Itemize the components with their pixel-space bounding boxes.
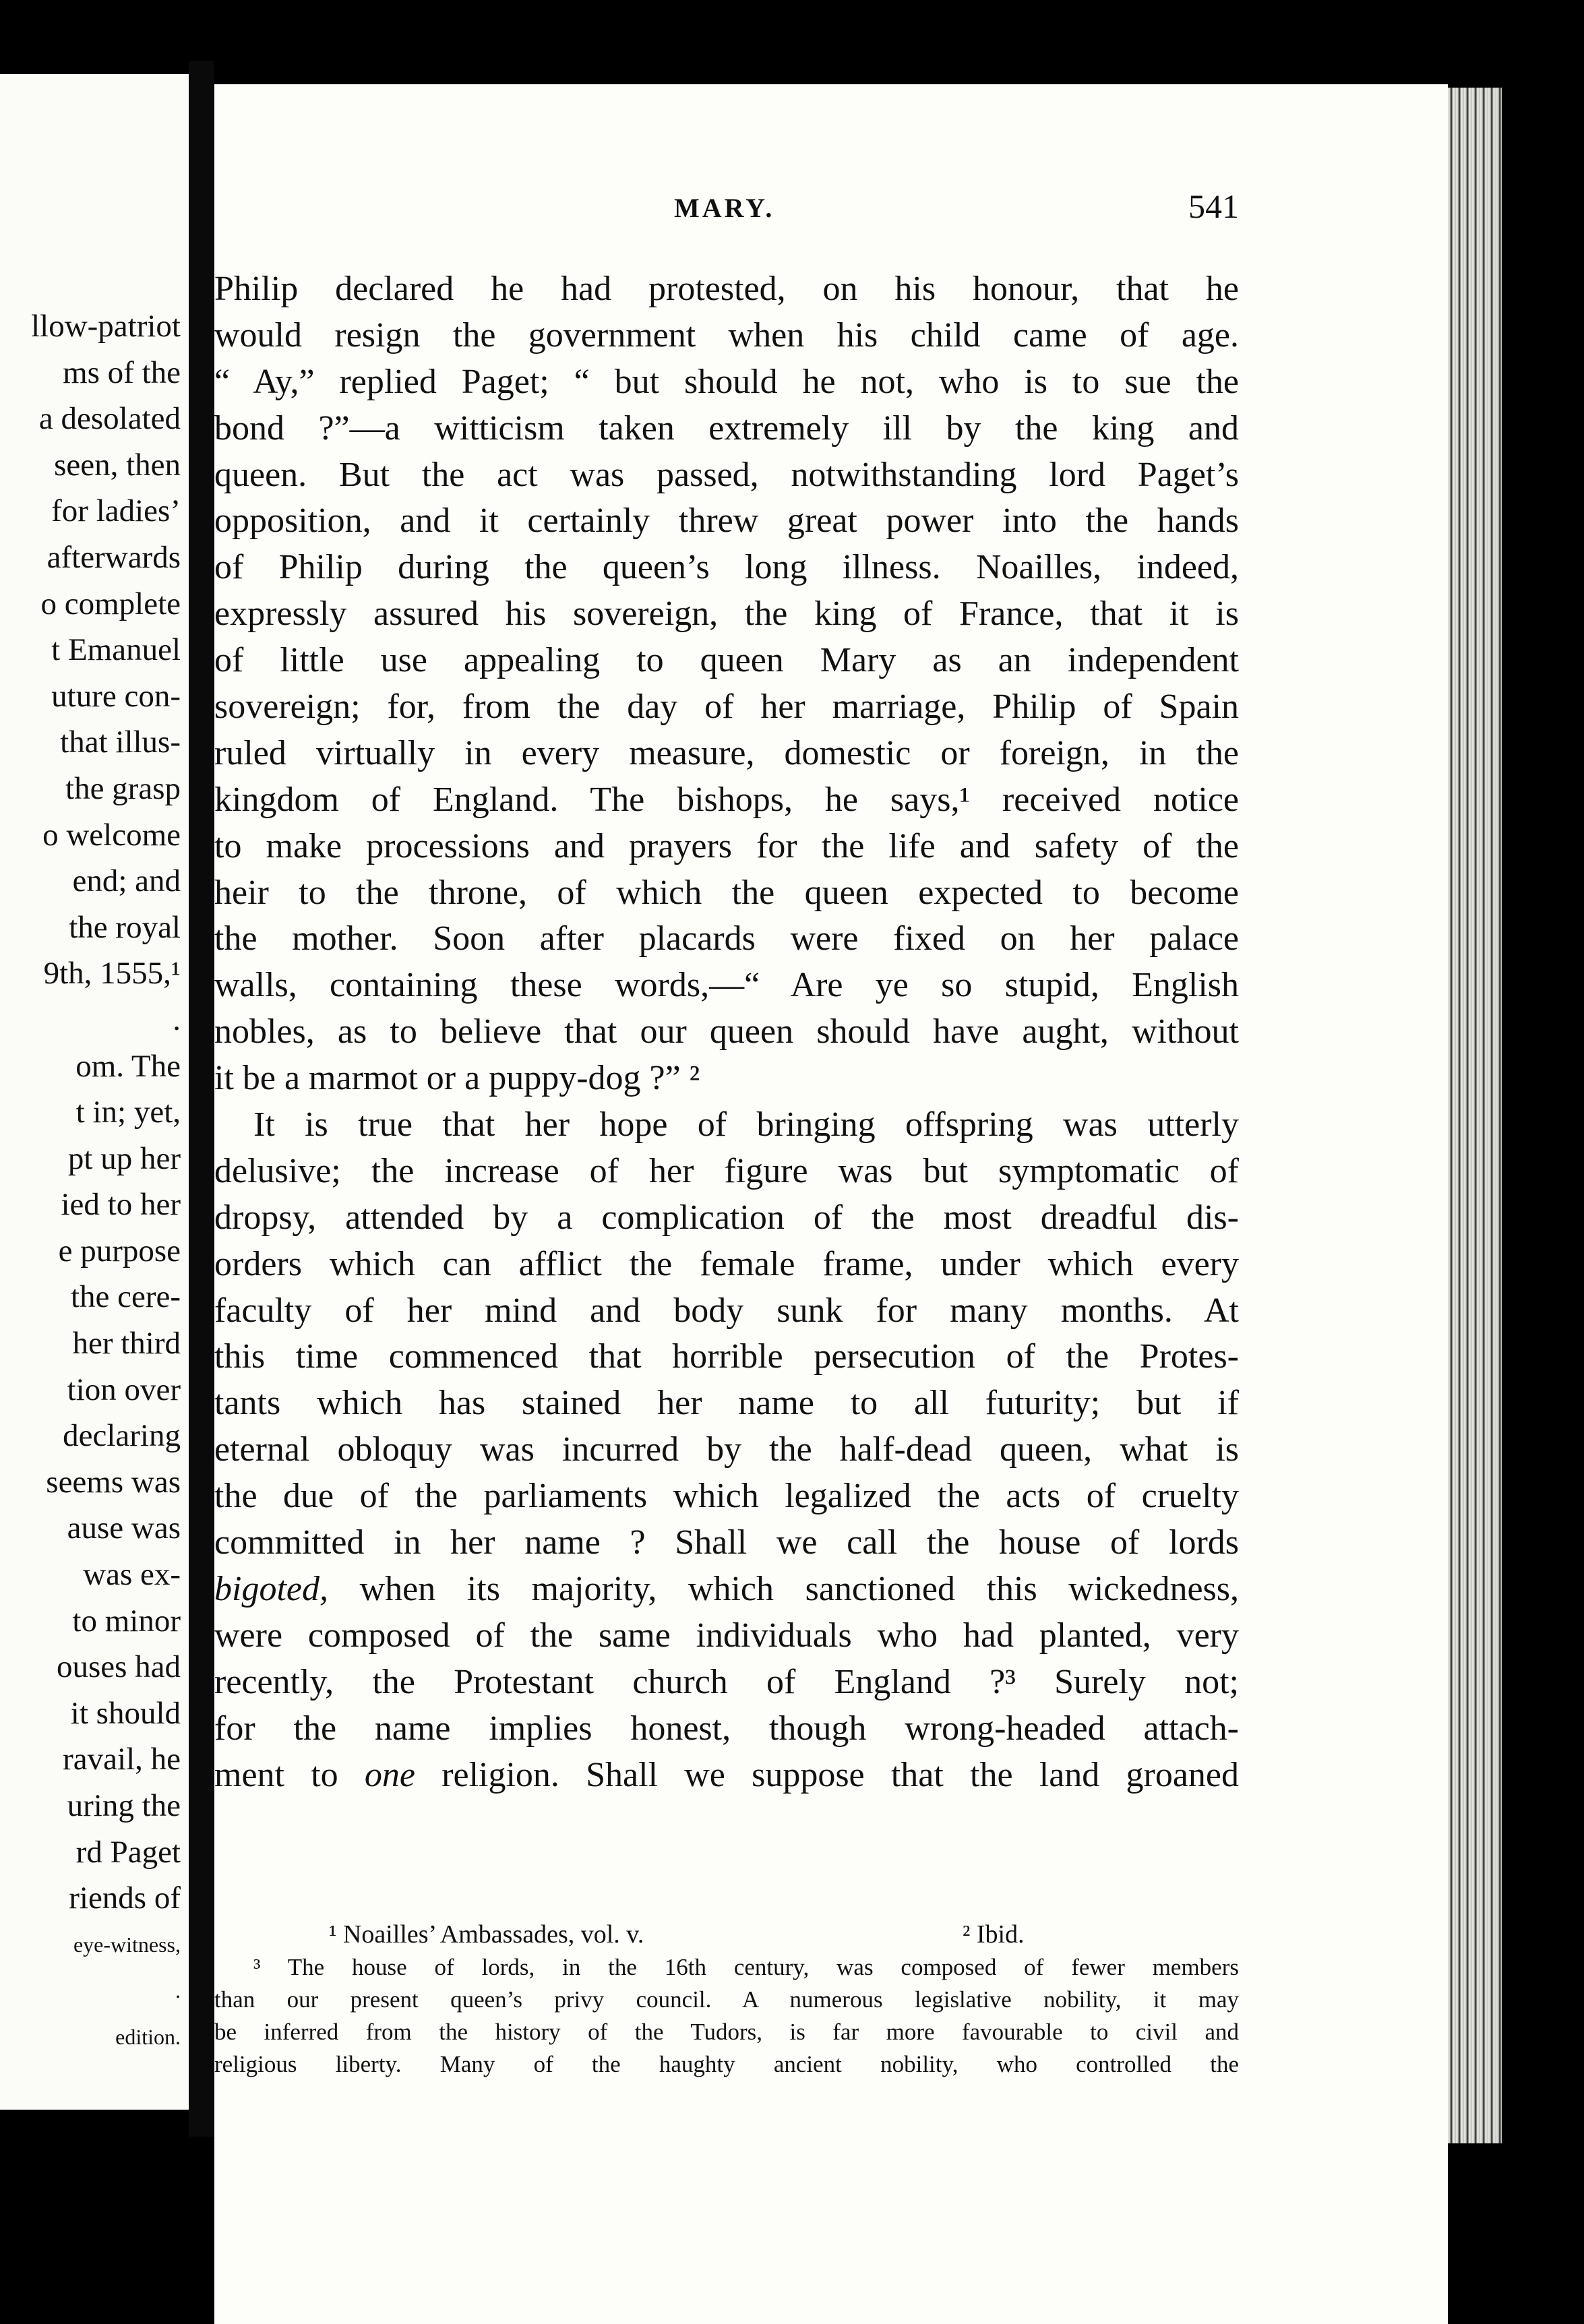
body-line: orders which can afflict the female frame, under which every: [214, 1244, 1239, 1283]
left-page-line: eye-witness,: [73, 1932, 181, 1957]
left-page-line: uture con-: [51, 678, 181, 714]
left-page-line: her third: [72, 1326, 181, 1362]
left-page-line: t in; yet,: [75, 1095, 181, 1130]
left-page-line: riends of: [69, 1880, 181, 1916]
left-page-line: end; and: [72, 863, 181, 899]
body-line: recently, the Protestant church of England ?³ Surely not;: [214, 1662, 1239, 1701]
footnote-row: [214, 1918, 1239, 1951]
body-line: delusive; the increase of her figure was but symptomatic of: [214, 1151, 1239, 1190]
body-line: would resign the government when his child came of age.: [214, 315, 1239, 355]
left-page-line: tion over: [67, 1372, 181, 1407]
body-line: tants which has stained her name to all futurity; but if: [214, 1384, 1239, 1423]
left-facing-page: [0, 74, 190, 2110]
footnote-line: ³ The house of lords, in the 16th century, was composed of fewer members: [253, 1954, 1239, 1980]
body-line-segment: religion. Shall we suppose that the land groaned: [415, 1755, 1240, 1794]
italic-word: one: [364, 1755, 415, 1794]
book-gutter: [189, 61, 214, 2137]
left-page-line: that illus-: [60, 725, 181, 760]
left-page-line: the grasp: [65, 770, 181, 806]
body-line-segment: ment to: [214, 1755, 365, 1794]
page-header: [214, 187, 1239, 233]
body-line: the mother. Soon after placards were fixed on her palace: [214, 919, 1239, 958]
body-line: kingdom of England. The bishops, he says,¹ received notice: [214, 780, 1239, 819]
footnotes: [214, 1918, 1239, 2081]
body-line: eternal obloquy was incurred by the half-dead queen, what is: [214, 1430, 1239, 1469]
left-page-line: om. The: [75, 1048, 181, 1084]
body-line: faculty of her mind and body sunk for many months. At: [214, 1291, 1239, 1330]
left-page-line: 9th, 1555,¹: [43, 956, 181, 991]
left-page-line: seems was: [46, 1464, 181, 1500]
left-page-line: .: [175, 1978, 181, 2003]
left-page-line: ouses had: [56, 1649, 181, 1685]
left-page-line: llow-patriot: [31, 309, 181, 344]
body-line: dropsy, attended by a complication of the most dreadful dis-: [214, 1198, 1239, 1237]
left-page-line: o complete: [40, 586, 181, 621]
italic-word: bigoted,: [214, 1569, 328, 1608]
left-page-line: uring the: [67, 1788, 181, 1823]
body-line-segment: when its majority, which sanctioned this wickedness,: [328, 1569, 1239, 1608]
left-page-line: afterwards: [47, 539, 181, 575]
left-page-line: to minor: [72, 1603, 181, 1639]
body-line: [214, 1752, 1239, 1799]
left-page-line: the cere-: [70, 1279, 181, 1315]
footnote-line: be inferred from the history of the Tudors, is far more favourable to civil and: [214, 2019, 1239, 2045]
body-line: walls, containing these words,—“ Are ye so stupid, English: [214, 966, 1239, 1005]
body-line: of Philip during the queen’s long illness. Noailles, indeed,: [214, 548, 1239, 587]
body-line: committed in her name ? Shall we call the house of lords: [214, 1523, 1239, 1562]
body-line: this time commenced that horrible persecution of the Protes-: [214, 1337, 1239, 1376]
body-line: “ Ay,” replied Paget; “ but should he not, who is to sue the: [214, 362, 1239, 401]
left-page-line: rd Paget: [75, 1834, 181, 1870]
left-page-line: declaring: [63, 1418, 181, 1454]
left-page-line: .: [173, 1002, 181, 1037]
body-line: ruled virtually in every measure, domestic or foreign, in the: [214, 733, 1239, 772]
left-page-line: was ex-: [83, 1557, 181, 1593]
running-title: MARY.: [674, 193, 775, 223]
body-line: [214, 1566, 1239, 1613]
body-line: to make processions and prayers for the life and safety of the: [214, 826, 1239, 865]
body-line: Philip declared he had protested, on his honour, that he: [214, 270, 1239, 308]
footnote-3: [214, 1951, 1239, 2081]
book-page: [214, 84, 1448, 2324]
left-page-line: e purpose: [58, 1233, 181, 1268]
body-line: expressly assured his sovereign, the king of France, that it is: [214, 594, 1239, 634]
body-line: nobles, as to believe that our queen should have aught, without: [214, 1012, 1239, 1051]
left-page-line: for ladies’: [51, 493, 181, 529]
left-page-line: the royal: [69, 909, 181, 945]
left-page-line: ied to her: [61, 1187, 181, 1223]
footnote-1: ¹ Noailles’ Ambassades, vol. v.: [329, 1920, 644, 1949]
body-line: bond ?”—a witticism taken extremely ill by the king and: [214, 408, 1239, 448]
page-number: 541: [1188, 187, 1239, 225]
body-line: queen. But the act was passed, notwithstanding lord Paget’s: [214, 455, 1239, 494]
body-line: the due of the parliaments which legalized the acts of cruelty: [214, 1477, 1239, 1516]
body-line: for the name implies honest, though wrong-headed attach-: [214, 1709, 1239, 1748]
body-line: of little use appealing to queen Mary as an independent: [214, 641, 1239, 680]
body-line: heir to the throne, of which the queen expected to become: [214, 873, 1239, 912]
left-page-line: o welcome: [42, 817, 181, 853]
footnote-line: religious liberty. Many of the haughty ancient nobility, who controlled the: [214, 2051, 1239, 2077]
left-page-line: pt up her: [67, 1140, 181, 1176]
left-page-line: a desolated: [38, 401, 181, 437]
left-page-line: ms of the: [63, 355, 181, 390]
left-page-line: ause was: [67, 1510, 181, 1546]
footnote-2: ² Ibid.: [963, 1920, 1025, 1949]
left-page-line: ravail, he: [63, 1742, 181, 1777]
left-page-text: [31, 303, 181, 2060]
body-line: opposition, and it certainly threw great power into the hands: [214, 501, 1239, 541]
footnote-line: than our present queen’s privy council. A numerous legislative nobility, it may: [214, 1986, 1239, 2013]
body-line: were composed of the same individuals who had planted, very: [214, 1616, 1239, 1655]
body-line: It is true that her hope of bringing offspring was utterly: [253, 1105, 1239, 1144]
left-page-line: t Emanuel: [51, 632, 181, 668]
body-line: sovereign; for, from the day of her marriage, Philip of Spain: [214, 687, 1239, 727]
page-edges: [1448, 88, 1502, 2143]
body-line: it be a marmot or a puppy-dog ?” ²: [214, 1059, 700, 1098]
left-page-line: seen, then: [54, 447, 181, 483]
left-page-line: it should: [70, 1695, 181, 1731]
left-page-line: edition.: [115, 2024, 181, 2049]
